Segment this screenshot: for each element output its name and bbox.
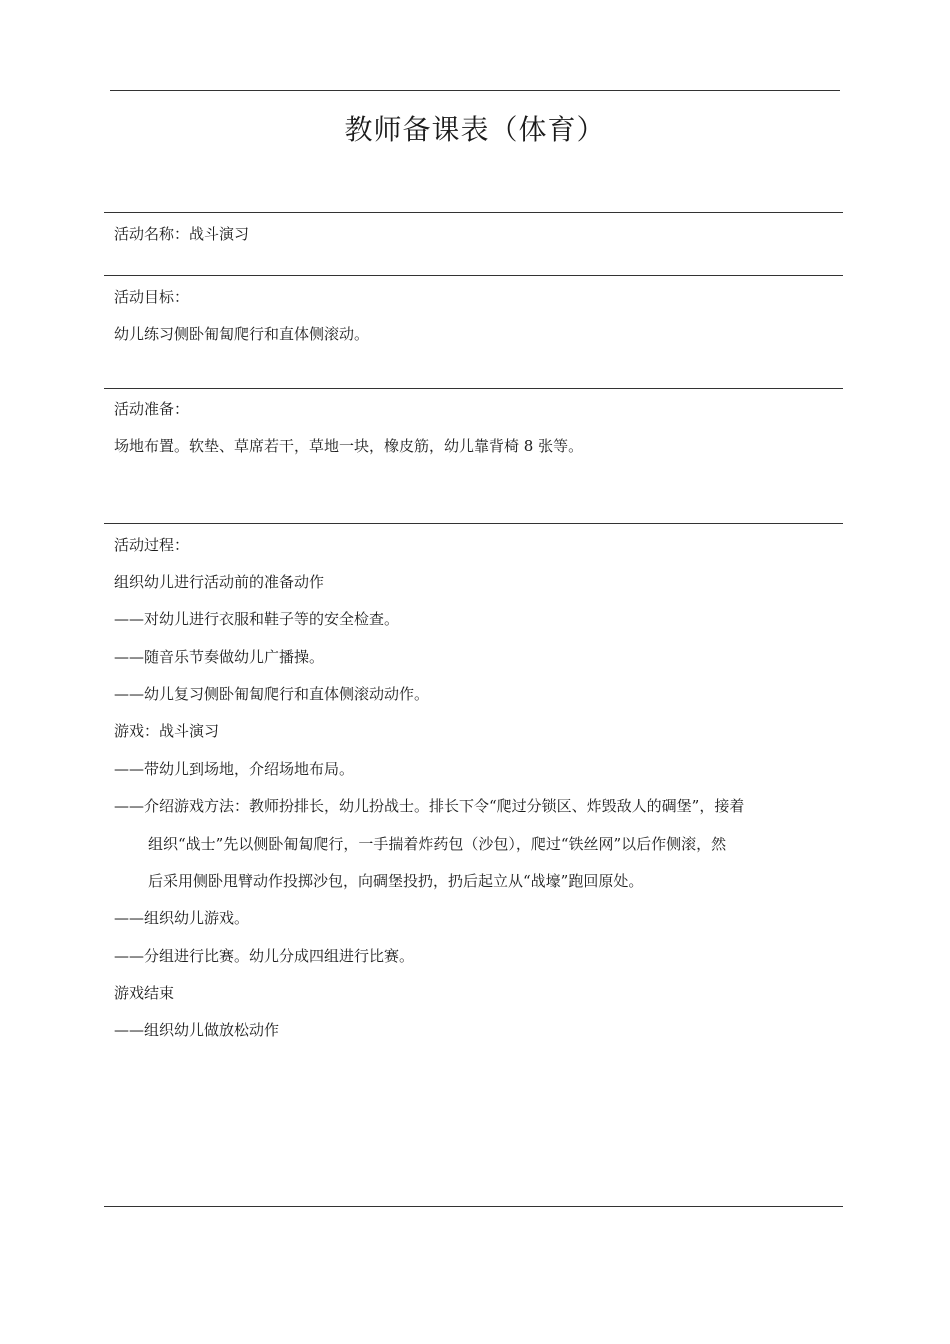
preparation-label: 活动准备： xyxy=(114,400,190,418)
process-line: ——带幼儿到场地，介绍场地布局。 xyxy=(114,760,355,778)
process-line: ——对幼儿进行衣服和鞋子等的安全检查。 xyxy=(114,610,400,628)
process-line: 组织幼儿进行活动前的准备动作 xyxy=(114,573,325,591)
preparation-content: 场地布置。软垫、草席若干，草地一块，橡皮筋，幼儿靠背椅 8 张等。 xyxy=(114,437,584,455)
goal-content: 幼儿练习侧卧匍匐爬行和直体侧滚动。 xyxy=(114,325,370,343)
process-line: ——介绍游戏方法：教师扮排长，幼儿扮战士。排长下令“爬过分锁区、炸毁敌人的碉堡”，接着 xyxy=(114,797,745,815)
process-line: ——分组进行比赛。幼儿分成四组进行比赛。 xyxy=(114,947,415,965)
activity-name-label: 活动名称：战斗演习 xyxy=(114,225,250,243)
section-divider xyxy=(104,212,843,213)
section-divider xyxy=(104,388,843,389)
section-divider xyxy=(104,523,843,524)
process-line: 游戏：战斗演习 xyxy=(114,722,220,740)
top-rule xyxy=(110,90,840,91)
section-divider xyxy=(104,275,843,276)
goal-label: 活动目标： xyxy=(114,288,190,306)
process-line: ——组织幼儿做放松动作 xyxy=(114,1021,280,1039)
process-line: ——组织幼儿游戏。 xyxy=(114,909,250,927)
process-line-continued: 后采用侧卧甩臂动作投掷沙包，向碉堡投扔，扔后起立从“战壕”跑回原处。 xyxy=(148,872,644,890)
process-line: ——幼儿复习侧卧匍匐爬行和直体侧滚动动作。 xyxy=(114,685,430,703)
process-label: 活动过程： xyxy=(114,536,190,554)
process-line-continued: 组织“战士”先以侧卧匍匐爬行，一手揣着炸药包（沙包），爬过“铁丝网”以后作侧滚，然 xyxy=(148,835,727,853)
bottom-rule xyxy=(104,1206,843,1207)
page-title: 教师备课表（体育） xyxy=(344,113,606,146)
process-line: 游戏结束 xyxy=(114,984,175,1002)
process-line: ——随音乐节奏做幼儿广播操。 xyxy=(114,648,325,666)
